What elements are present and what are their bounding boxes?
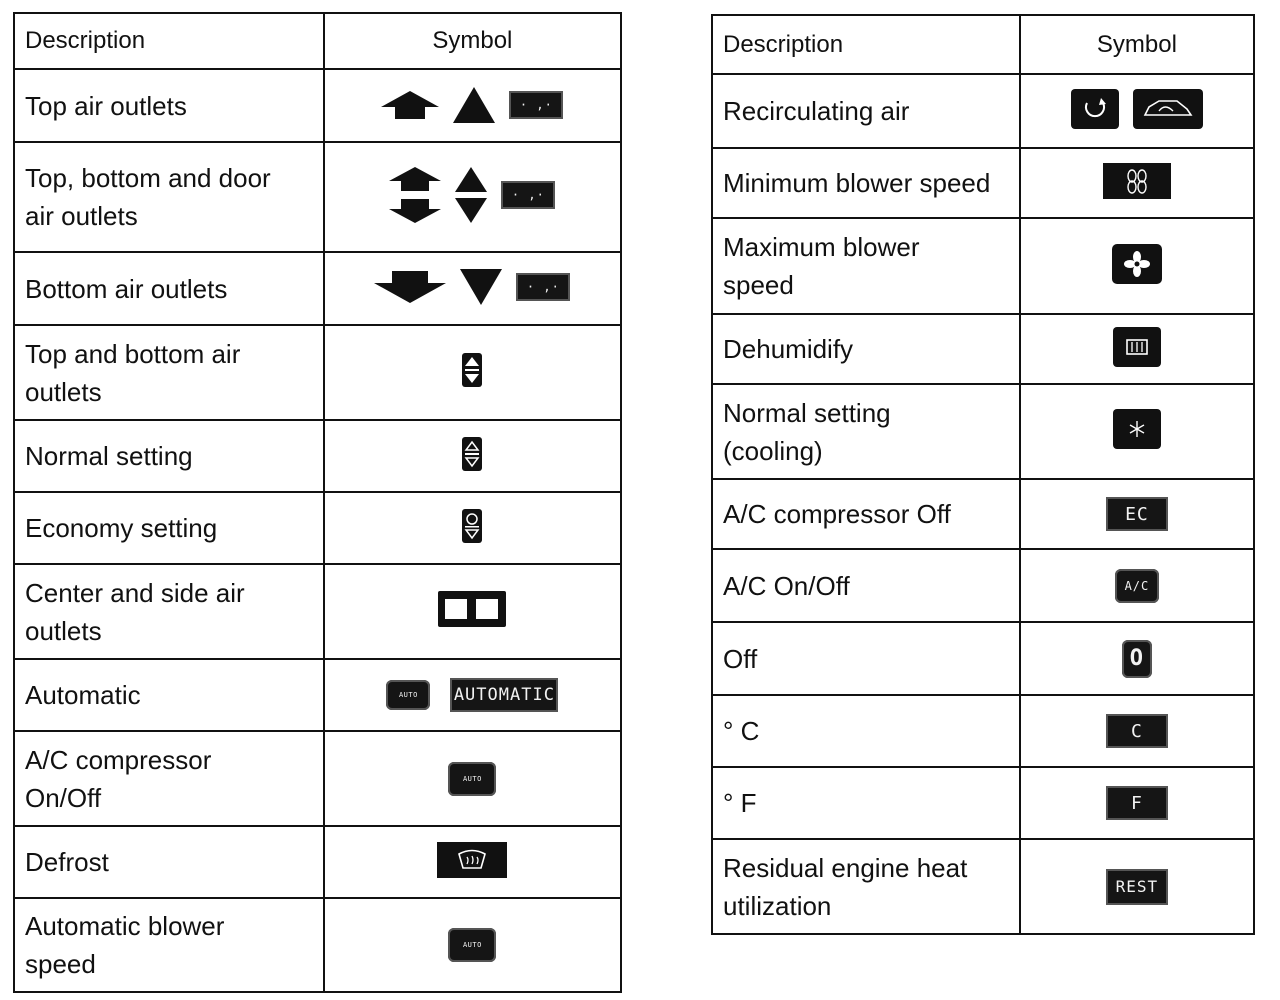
normal-key-icon bbox=[462, 437, 482, 471]
symbol-cell bbox=[324, 325, 621, 420]
description-cell: Minimum blower speed bbox=[712, 148, 1020, 218]
fan-max-key-icon bbox=[1112, 244, 1162, 284]
recirculate-key-icon bbox=[1071, 89, 1119, 129]
symbol-cell bbox=[324, 898, 621, 992]
table-row bbox=[14, 564, 621, 659]
description-cell: Top, bottom and door air outlets bbox=[14, 142, 324, 252]
table-row bbox=[712, 218, 1254, 314]
description-cell: Off bbox=[712, 622, 1020, 695]
description-cell: Top and bottom air outlets bbox=[14, 325, 324, 420]
symbol-cell bbox=[1020, 479, 1254, 549]
description-cell: ° F bbox=[712, 767, 1020, 839]
table-row bbox=[14, 252, 621, 325]
table-row bbox=[712, 479, 1254, 549]
description-cell: Defrost bbox=[14, 826, 324, 898]
symbol-cell bbox=[1020, 384, 1254, 479]
symbol-cell bbox=[324, 252, 621, 325]
description-header: Description bbox=[712, 15, 1020, 74]
vent-key-icon: · ,· bbox=[509, 91, 563, 119]
symbol-cell bbox=[1020, 218, 1254, 314]
description-cell: Bottom air outlets bbox=[14, 252, 324, 325]
symbol-cell bbox=[1020, 767, 1254, 839]
table-row bbox=[712, 839, 1254, 934]
triangle-up-icon bbox=[453, 87, 495, 123]
table-row bbox=[14, 731, 621, 826]
description-cell: Maximum blower speed bbox=[712, 218, 1020, 314]
symbol-header: Symbol bbox=[1020, 15, 1254, 74]
symbol-cell bbox=[1020, 549, 1254, 622]
description-cell: Recirculating air bbox=[712, 74, 1020, 148]
table-row bbox=[712, 549, 1254, 622]
rest-key-icon: REST bbox=[1106, 869, 1168, 905]
dehumidify-key-icon bbox=[1113, 327, 1161, 367]
symbol-cell bbox=[1020, 74, 1254, 148]
arrow-up-wide-icon bbox=[381, 91, 439, 119]
description-cell: Automatic bbox=[14, 659, 324, 731]
symbol-cell bbox=[1020, 148, 1254, 218]
defrost-key-icon bbox=[437, 842, 507, 878]
table-row bbox=[14, 659, 621, 731]
auto-key-icon: AUTO bbox=[448, 928, 496, 962]
symbol-cell bbox=[324, 420, 621, 492]
double-triangle-icon bbox=[455, 167, 487, 223]
center-side-vents-icon bbox=[438, 591, 506, 627]
table-row bbox=[14, 142, 621, 252]
table-row bbox=[712, 695, 1254, 767]
symbol-cell bbox=[1020, 695, 1254, 767]
table-row bbox=[14, 898, 621, 992]
description-cell: A/C compressor On/Off bbox=[14, 731, 324, 826]
symbol-cell bbox=[324, 69, 621, 142]
description-cell: Center and side air outlets bbox=[14, 564, 324, 659]
table-row bbox=[712, 384, 1254, 479]
description-cell: Top air outlets bbox=[14, 69, 324, 142]
description-cell: Normal setting (cooling) bbox=[712, 384, 1020, 479]
description-header: Description bbox=[14, 13, 324, 69]
description-cell: Dehumidify bbox=[712, 314, 1020, 384]
description-cell: Residual engine heat utilization bbox=[712, 839, 1020, 934]
fan-min-key-icon bbox=[1103, 163, 1171, 199]
symbol-cell bbox=[324, 564, 621, 659]
automatic-key-icon: AUTOMATIC bbox=[450, 678, 558, 712]
description-cell: A/C On/Off bbox=[712, 549, 1020, 622]
symbol-cell bbox=[324, 142, 621, 252]
ac-key-icon: A/C bbox=[1115, 569, 1159, 603]
symbol-cell bbox=[1020, 622, 1254, 695]
table-row bbox=[14, 325, 621, 420]
vent-key-icon: · ,· bbox=[501, 181, 555, 209]
fahrenheit-key-icon: F bbox=[1106, 786, 1168, 820]
car-recirculate-key-icon bbox=[1133, 89, 1203, 129]
table-row bbox=[712, 148, 1254, 218]
description-cell: Automatic blower speed bbox=[14, 898, 324, 992]
vent-key-icon: · ,· bbox=[516, 273, 570, 301]
symbol-cell bbox=[324, 659, 621, 731]
table-row bbox=[14, 420, 621, 492]
off-key-icon: O bbox=[1122, 640, 1152, 678]
table-row bbox=[14, 69, 621, 142]
description-cell: A/C compressor Off bbox=[712, 479, 1020, 549]
symbol-cell bbox=[324, 492, 621, 564]
symbol-cell bbox=[324, 826, 621, 898]
description-cell: Normal setting bbox=[14, 420, 324, 492]
left-symbol-table bbox=[13, 12, 622, 993]
symbol-cell bbox=[1020, 839, 1254, 934]
symbol-header: Symbol bbox=[324, 13, 621, 69]
snowflake-key-icon bbox=[1113, 409, 1161, 449]
table-row bbox=[712, 314, 1254, 384]
ec-key-icon: EC bbox=[1106, 497, 1168, 531]
table-header-row bbox=[14, 13, 621, 69]
table-row bbox=[14, 826, 621, 898]
auto-key-icon: AUTO bbox=[448, 762, 496, 796]
celsius-key-icon: C bbox=[1106, 714, 1168, 748]
top-bottom-key-icon bbox=[462, 353, 482, 387]
auto-key-icon: AUTO bbox=[386, 680, 430, 710]
arrow-down-wide-icon bbox=[374, 271, 446, 303]
double-arrow-wide-icon bbox=[389, 167, 441, 223]
table-row bbox=[712, 767, 1254, 839]
symbol-cell bbox=[324, 731, 621, 826]
table-row bbox=[712, 622, 1254, 695]
symbol-cell bbox=[1020, 314, 1254, 384]
table-row bbox=[712, 74, 1254, 148]
right-symbol-table bbox=[711, 14, 1255, 935]
triangle-down-icon bbox=[460, 269, 502, 305]
table-header-row bbox=[712, 15, 1254, 74]
economy-key-icon bbox=[462, 509, 482, 543]
table-row bbox=[14, 492, 621, 564]
description-cell: Economy setting bbox=[14, 492, 324, 564]
description-cell: ° C bbox=[712, 695, 1020, 767]
